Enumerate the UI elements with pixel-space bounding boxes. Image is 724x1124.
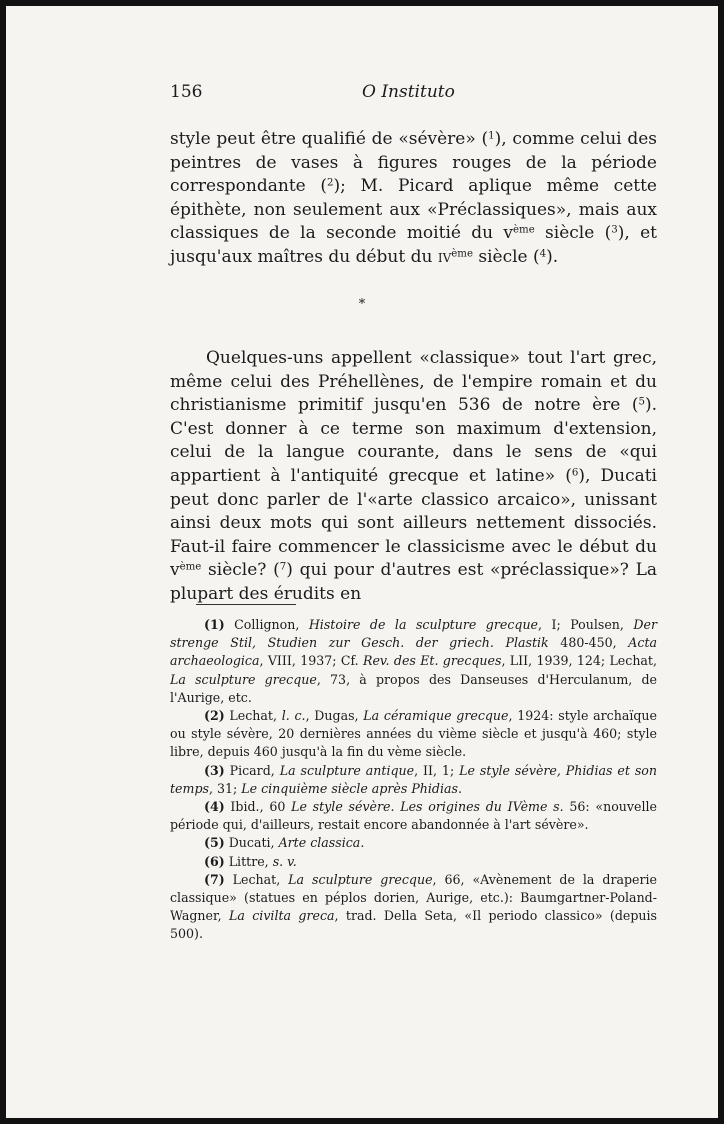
superscript: ème bbox=[513, 224, 535, 236]
footnote-text: , VIII, 1937; Cf. bbox=[259, 653, 363, 669]
text-run: Quelques-uns appellent «classique» tout l'art grec, même celui des Préhellènes, de l'empire romain et du christianisme primitif jusqu'en 536 de notre ère ( bbox=[170, 348, 657, 416]
footnote-text: 56: «nouvelle période qui, d'ailleurs, restait encore abandonnée à l'art sévère». bbox=[170, 799, 657, 833]
footnote bbox=[170, 853, 657, 871]
footnote-text: . bbox=[360, 835, 365, 851]
footnote-title: Le style sévère, Phidias et son temps bbox=[170, 762, 657, 796]
text-run: siècle? ( bbox=[201, 560, 280, 581]
page-header bbox=[170, 82, 657, 106]
footnote-ref: 3 bbox=[611, 224, 618, 236]
footnotes bbox=[170, 616, 657, 944]
footnote bbox=[170, 616, 657, 707]
footnote-title: Le style sévère. Les origines du IVème s. bbox=[291, 799, 564, 815]
footnote-title: Histoire de la sculpture grecque bbox=[308, 617, 539, 632]
footnote-title: s. v. bbox=[272, 853, 297, 869]
footnote-title: Acta archaeologica bbox=[170, 635, 658, 669]
footnote-text: , 31; bbox=[208, 780, 242, 796]
footnote-title: Le cinquième siècle après Phidias bbox=[241, 780, 458, 796]
footnote-ref: 6 bbox=[571, 467, 579, 479]
footnote-marker: (4) bbox=[204, 799, 225, 815]
footnote-marker: (5) bbox=[204, 835, 225, 851]
text-run: ); M. Picard aplique même cette épithète, non seulement aux «Préclassiques», mais aux classiques de la seconde moitié du v bbox=[170, 176, 657, 244]
footnote-title: Rev. des Et. grecques bbox=[363, 653, 502, 669]
footnote-marker: (1) bbox=[204, 617, 225, 632]
footnote-ref: 4 bbox=[539, 248, 547, 260]
text-run: style peut être qualifié de «sévère» ( bbox=[170, 129, 489, 149]
footnote-ref: 2 bbox=[327, 177, 334, 189]
footnote-title: l. c. bbox=[281, 708, 306, 724]
footnote-text: Lechat, bbox=[224, 871, 289, 887]
text-run: ), et jusqu'aux maîtres du début du bbox=[170, 223, 657, 267]
footnote-text: , LII, 1939, 124; Lechat, bbox=[501, 653, 657, 669]
footnote-text: Picard, bbox=[224, 762, 280, 778]
footnote-title: La civilta greca bbox=[229, 908, 335, 924]
running-title: O Instituto bbox=[362, 82, 455, 102]
paragraph-text bbox=[170, 128, 657, 270]
footnote bbox=[170, 762, 657, 798]
footnote bbox=[170, 707, 657, 762]
body-paragraph-2 bbox=[170, 347, 657, 607]
footnote-title: Der strenge Stil, Studien zur Gesch. der griech. Plastik bbox=[170, 617, 657, 651]
footnote-title: La céramique grecque bbox=[363, 708, 509, 724]
footnote-text: , Dugas, bbox=[305, 708, 364, 724]
footnote-text: . bbox=[458, 780, 463, 796]
footnote-text: , trad. Della Seta, «Il periodo classico» (depuis 500). bbox=[170, 908, 657, 942]
footnote-text: Littre, bbox=[224, 853, 273, 869]
superscript: ème bbox=[179, 561, 202, 573]
footnote bbox=[170, 798, 657, 834]
footnote bbox=[170, 834, 657, 852]
footnote-text: , II, 1; bbox=[414, 762, 460, 778]
text-run: ). bbox=[546, 246, 559, 267]
text-run: ). C'est donner à ce terme son maximum d'extension, celui de la langue courante, dans le sens de «qui appartient à l'antiquité grecque et latine» ( bbox=[170, 395, 657, 486]
footnote-text: , I; Poulsen, bbox=[538, 617, 634, 632]
footnote-rule bbox=[196, 604, 296, 605]
footnote-text: Ducati, bbox=[224, 835, 279, 851]
paragraph-text bbox=[170, 347, 657, 607]
footnote-marker: (6) bbox=[204, 853, 225, 869]
footnote-title: La sculpture grecque bbox=[288, 871, 433, 887]
book-page bbox=[6, 6, 718, 1118]
footnote-text: , 66, «Avènement de la draperie classique» (statues en péplos dorien, Aurige, etc.): Baumgartner-Poland-Wagner, bbox=[170, 871, 657, 924]
footnote-marker: (7) bbox=[204, 871, 225, 887]
text-run: ) qui pour d'autres est «préclassique»? La plupart des érudits en bbox=[170, 560, 658, 604]
footnote-title: Arte classica bbox=[278, 835, 361, 851]
text-run: ), Ducati peut donc parler de l'«arte classico arcaico», unissant ainsi deux mots qui sont ailleurs nettement dissociés. Faut-il faire commencer le classicisme avec le début du v bbox=[170, 465, 657, 581]
text-run: ), comme celui des peintres de vases à figures rouges de la période correspondante ( bbox=[170, 129, 657, 197]
footnote-marker: (3) bbox=[204, 762, 225, 778]
footnote-title: La sculpture antique bbox=[279, 762, 415, 778]
footnote-text: , 1924: style archaïque ou style sévère, 20 dernières années du vième siècle et jusqu'à 460; style libre, depuis 460 jusqu'à la fin du vème siècle. bbox=[170, 708, 657, 760]
roman-numeral: iv bbox=[437, 246, 452, 267]
body-paragraph-1 bbox=[170, 128, 657, 270]
text-run: siècle ( bbox=[472, 246, 540, 267]
footnote-text: Lechat, bbox=[224, 708, 282, 724]
text-run: siècle ( bbox=[534, 223, 612, 244]
footnote-title: La sculpture grecque bbox=[170, 671, 317, 687]
footnote-text: 480-450, bbox=[548, 635, 629, 651]
footnote-text: , 73, à propos des Danseuses d'Herculanum, de l'Aurige, etc. bbox=[170, 671, 657, 705]
page-number: 156 bbox=[170, 82, 203, 102]
footnote-text: Collignon, bbox=[224, 617, 309, 632]
footnote-ref: 1 bbox=[488, 130, 495, 142]
footnote-ref: 5 bbox=[638, 396, 645, 408]
footnote-text: Ibid., 60 bbox=[224, 799, 292, 815]
footnote-marker: (2) bbox=[204, 708, 225, 724]
footnote-ref: 7 bbox=[279, 561, 287, 573]
footnote bbox=[170, 871, 657, 944]
section-separator: * bbox=[358, 297, 366, 312]
superscript: ème bbox=[451, 248, 473, 260]
